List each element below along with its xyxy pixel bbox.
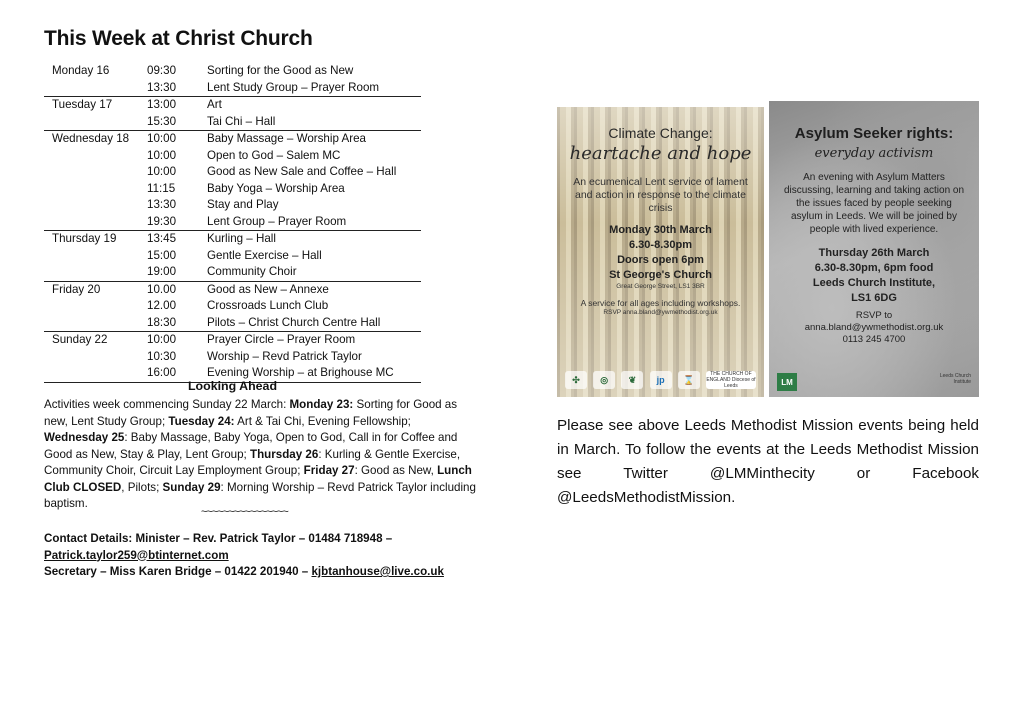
climate-poster-time: 6.30-8.30pm [629,239,692,251]
schedule-day-group [44,131,421,231]
looking-ahead-heading: Looking Ahead [187,379,278,393]
climate-poster-address: Great George Street, LS1 3BR [616,283,705,290]
schedule-row [44,349,421,366]
schedule-time: 13:30 [147,198,177,211]
jp-logo-icon: jp [650,371,672,389]
schedule-row [44,332,421,349]
climate-poster-rsvp: RSVP anna.bland@ywmethodist.org.uk [603,308,718,316]
climate-poster-service-note: A service for all ages including workshops. [580,298,741,308]
schedule-event: Open to God – Salem MC [207,148,341,162]
schedule-day [44,214,147,231]
schedule-row [44,214,421,231]
schedule-time: 10:30 [147,349,177,363]
ahead-wednesday-label: Wednesday 25 [44,431,125,444]
schedule-row [44,231,421,248]
schedule-day: Monday 16 [52,64,110,77]
methodist-logo-icon: ✣ [565,371,587,389]
tilde-divider: ~~~~~~~~~~~~~~~~ [201,506,288,518]
schedule-day [44,298,147,315]
secretary-email-link[interactable]: kjbtanhouse@live.co.uk [311,565,444,578]
schedule-event: Gentle Exercise – Hall [207,248,322,262]
schedule-time: 15:00 [147,248,177,262]
schedule-row [44,315,421,332]
schedule-time: 13:00 [147,98,177,111]
schedule-day-group [44,282,421,333]
schedule-event: Baby Yoga – Worship Area [207,181,345,195]
schedule-time: 10:00 [147,165,177,178]
schedule-row [44,114,421,131]
schedule-day [44,164,147,181]
schedule-day-group [44,332,421,383]
schedule-day-group [44,63,421,97]
ahead-tuesday-text: Art & Tai Chi, Evening Fellowship; [234,414,411,428]
ahead-tuesday-label: Tuesday 24: [168,414,235,428]
ahead-monday-label: Monday 23: [289,398,354,411]
circle-logo-icon: ◎ [593,371,615,389]
minister-email-link[interactable]: Patrick.taylor259@btinternet.com [44,548,229,562]
schedule-row [44,197,421,214]
climate-poster-logos [565,368,756,392]
schedule-row [44,131,421,148]
schedule-day [44,114,147,131]
schedule-event: Good as New Sale and Coffee – Hall [207,165,397,178]
asylum-poster-date: Thursday 26th March [818,247,930,259]
asylum-poster-rsvp-email: anna.bland@ywmethodist.org.uk [804,322,944,333]
schedule-row [44,164,421,181]
asylum-poster-description: An evening with Asylum Matters discussing, learning and taking action on the issues faced by people seeking asylum in Leeds. We will be joined by people with lived experience. [783,172,965,235]
schedule-event: Lent Group – Prayer Room [207,214,347,228]
schedule-day: Tuesday 17 [52,98,113,111]
secretary-contact: Secretary – Miss Karen Bridge – 01422 201940 – [44,565,312,578]
leeds-methodist-logo-icon: LM [777,373,797,391]
weekly-schedule [44,63,421,383]
schedule-time: 15:30 [147,114,177,128]
schedule-event: Tai Chi – Hall [207,114,276,128]
climate-poster-title: Climate Change: [608,125,713,141]
extinction-rebellion-icon: ⌛ [678,371,700,389]
schedule-time: 19:30 [147,214,177,228]
schedule-day-group [44,97,421,131]
schedule-row [44,181,421,198]
schedule-row [44,282,421,299]
schedule-time: 11:15 [147,181,176,195]
schedule-event: Prayer Circle – Prayer Room [207,333,356,346]
schedule-row [44,148,421,165]
climate-poster-date: Monday 30th March [609,224,712,236]
schedule-event: Kurling – Hall [207,232,276,245]
ahead-monday-text: Sorting for Good as new, Lent Study Group; [44,398,458,428]
schedule-day-group [44,231,421,282]
contact-details [44,531,484,581]
schedule-time: 10.00 [147,282,177,296]
schedule-row [44,248,421,265]
schedule-day [44,197,147,214]
schedule-day: Sunday 22 [52,333,108,346]
asylum-poster-logos [777,373,971,391]
ahead-thursday-text: : Kurling & Gentle Exercise, Community Choir, Circuit Lay Employment Group; [44,447,461,477]
schedule-event: Lent Study Group – Prayer Room [207,80,380,94]
schedule-row [44,298,421,315]
minister-contact: Contact Details: Minister – Rev. Patrick Taylor – 01484 718948 – [44,532,393,545]
climate-change-poster [557,107,764,397]
leaf-logo-icon: ❦ [621,371,643,389]
ahead-intro: Activities week commencing Sunday 22 March: [44,398,290,411]
schedule-time: 13:30 [147,80,177,94]
schedule-time: 12.00 [147,299,177,312]
schedule-row [44,264,421,281]
schedule-day [44,80,147,97]
asylum-seeker-poster [769,101,979,397]
schedule-day [44,248,147,265]
asylum-poster-venue: Leeds Church Institute, [812,277,936,289]
ahead-thursday-label: Thursday 26 [250,447,319,461]
page-title: This Week at Christ Church [44,27,313,50]
ahead-sunday-text: : Morning Worship – Revd Patrick Taylor including baptism. [44,480,476,510]
climate-poster-subtitle: heartache and hope [569,143,752,164]
schedule-time: 19:00 [147,265,177,278]
schedule-time: 18:30 [147,315,177,329]
schedule-day [44,315,147,332]
asylum-poster-postcode: LS1 6DG [851,292,897,304]
ahead-friday-text: : Good as New, [354,464,438,477]
schedule-event: Sorting for the Good as New [207,64,354,77]
schedule-time: 10:00 [147,148,177,162]
climate-poster-doors: Doors open 6pm [617,254,704,266]
schedule-row [44,63,421,80]
schedule-time: 16:00 [147,366,177,379]
schedule-event: Stay and Play [207,198,279,211]
schedule-event: Art [207,98,222,111]
schedule-day [44,148,147,165]
leeds-church-institute-logo: Leeds Church Institute [939,373,971,385]
schedule-row [44,80,421,97]
schedule-event: Good as New – Annexe [207,282,329,296]
asylum-poster-time: 6.30-8.30pm, 6pm food [814,262,934,274]
ahead-sunday-label: Sunday 29 [162,480,221,494]
ahead-friday-label: Friday 27 [303,464,355,477]
asylum-poster-phone: 0113 245 4700 [842,334,906,345]
schedule-event: Community Choir [207,265,297,278]
schedule-time: 10:00 [147,132,177,145]
schedule-day: Thursday 19 [52,232,117,245]
schedule-time: 09:30 [147,64,177,77]
schedule-event: Worship – Revd Patrick Taylor [207,349,362,363]
schedule-event: Pilots – Christ Church Centre Hall [207,315,381,329]
schedule-time: 10:00 [147,333,177,346]
climate-poster-venue: St George's Church [609,269,712,281]
schedule-day: Wednesday 18 [52,132,130,145]
schedule-day: Friday 20 [52,282,101,296]
asylum-poster-rsvp-label: RSVP to [855,310,893,321]
mission-events-text: Please see above Leeds Methodist Mission events being held in March. To follow the events at the Leeds Methodist Mission see Twitter @LMMinthecity or Facebook @LeedsMethodistMission. [557,417,979,506]
ahead-lunch-closed: Lunch Club CLOSED [44,464,472,494]
schedule-day [44,181,147,198]
schedule-row [44,97,421,114]
schedule-event: Baby Massage – Worship Area [207,132,366,145]
schedule-event: Crossroads Lunch Club [207,299,329,312]
climate-poster-description: An ecumenical Lent service of lament and action in response to the climate crisis [573,176,748,214]
asylum-poster-title: Asylum Seeker rights: [794,125,954,142]
looking-ahead-text [44,397,476,513]
asylum-poster-subtitle: everyday activism [814,146,934,161]
schedule-day [44,349,147,366]
ahead-wednesday-text: : Baby Massage, Baby Yoga, Open to God, Call in for Coffee and Good as New, Stay & Play, Lent Group; [44,431,458,461]
schedule-event: Evening Worship – at Brighouse MC [207,366,394,379]
ahead-friday-text2: , Pilots; [121,480,163,494]
schedule-day [44,264,147,281]
schedule-time: 13:45 [147,232,177,245]
church-of-england-logo: THE CHURCH OF ENGLAND Diocese of Leeds [706,371,756,389]
